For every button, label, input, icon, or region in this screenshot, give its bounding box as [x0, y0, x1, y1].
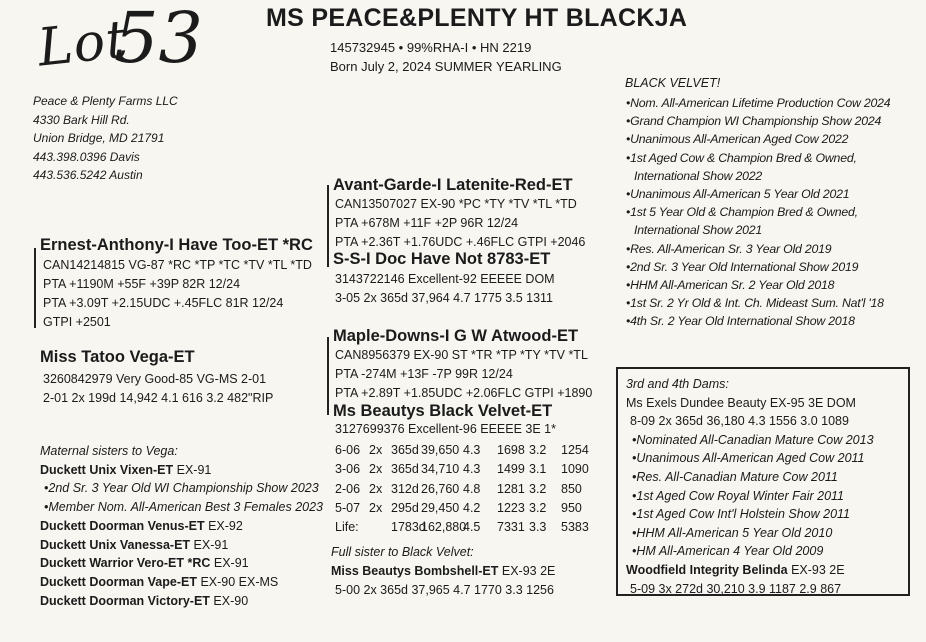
dam-dam-name: Ms Beautys Black Velvet-ET [333, 402, 553, 420]
record-cell: 365d [391, 443, 419, 457]
maternal-heading: Maternal sisters to Vega: [40, 444, 178, 458]
dam-sire-name: Maple-Downs-I G W Atwood-ET [333, 327, 579, 345]
record-cell: 3.3 [529, 520, 547, 535]
record-cell: 312d [391, 481, 419, 496]
record-cell: 2-06 [335, 481, 361, 496]
record-cell: 26,760 [421, 481, 460, 496]
record-cell: 3-06 [335, 462, 361, 477]
sire-sire-details: CAN13507027 EX-90 *PC *TY *TV *TL *TD PTA +678M +11F +2P 96R 12/24 PTA +2.36T +1.76UDC +.46FLC GTPI +2046 [335, 197, 586, 249]
record-cell: 3.1 [529, 462, 547, 477]
black-velvet-honors: •Nom. All-American Lifetime Production Cow 2024 •Grand Champion WI Championship Show 2024 •Unanimous All-American Aged Cow 2022 •1st Aged Cow & Champion Bred & Owned, International Show 2022 •Unanimous All-American 5 Year Old 2021 •1st 5 Year Old & Champion Bred & Owned, International Show 2021 •Res. All-American Sr. 3 Year Old 2019 •2nd Sr. 3 Year Old International Show 2019 •HHM All-American Sr. 2 Year Old 2018 •1st Sr. 2 Yr Old & Int. Ch. Mideast Sum. Nat'l '18 •4th Sr. 2 Year Old International Show 2018 [626, 96, 891, 329]
record-cell: 3.2 [529, 500, 547, 515]
farm-name: Peace & Plenty Farms LLC [33, 94, 178, 108]
record-cell: 4.8 [463, 481, 481, 496]
record-cell: 4.5 [463, 520, 481, 535]
sire-details: CAN14214815 VG-87 *RC *TP *TC *TV *TL *TD PTA +1190M +55F +39P 82R 12/24 PTA +3.09T +2.15UDC +.45FLC 81R 12/24 GTPI +2501 [43, 258, 312, 329]
record-cell: 162,880 [421, 520, 467, 535]
record-cell: 1499 [497, 462, 525, 477]
sire-sire-bracket [327, 185, 329, 267]
full-sister-heading: Full sister to Black Velvet: [331, 545, 474, 559]
record-cell: 7331 [497, 520, 525, 535]
record-cell: 1783d [391, 520, 426, 535]
maternal-sisters: Maternal sisters to Vega: Duckett Unix Vixen-ET EX-91 •2nd Sr. 3 Year Old WI Championship Show 2023 •Member Nom. All-American Best 3 Females 2023 Duckett Doorman Venus-ET EX-92 Duckett Unix Vanessa-ET EX-91 Duckett Warrior Vero-ET *RC EX-91 Duckett Doorman Vape-ET EX-90 EX-MS Duckett Doorman Victory-ET EX-90 [40, 444, 324, 608]
record-cell: 29,450 [421, 500, 460, 515]
record-cell: 3.2 [529, 481, 547, 496]
record-cell: 1281 [497, 481, 525, 496]
record-cell: 6-06 [335, 443, 361, 457]
dams-box-heading: 3rd and 4th Dams: [626, 377, 729, 391]
dam-sire-details: CAN8956379 EX-90 ST *TR *TP *TY *TV *TL PTA -274M +13F -7P 99R 12/24 PTA +2.89T +1.85UDC +2.06FLC GTPI +1890 [335, 348, 593, 400]
fourth-dam-record: 5-09 3x 272d 30,210 3.9 1187 2.9 867 [630, 581, 842, 596]
record-cell: 850 [561, 481, 582, 496]
sire-dam-details: 3143722146 Excellent-92 EEEEE DOM 3-05 2x 365d 37,964 4.7 1775 3.5 1311 [335, 272, 555, 305]
record-cell: 4.3 [463, 462, 481, 477]
dam-sire-bracket [327, 337, 329, 415]
sire-bracket [34, 248, 36, 328]
record-cell: 1223 [497, 500, 525, 515]
full-sister-line: Miss Beautys Bombshell-ET EX-93 2E [331, 564, 556, 578]
full-sister-record: 5-00 2x 365d 37,965 4.7 1770 3.3 1256 [335, 583, 554, 597]
dam-dam-registration: 3127699376 Excellent-96 EEEEE 3E 1* [335, 422, 556, 436]
farm-city: Union Bridge, MD 21791 [33, 131, 165, 145]
record-cell: 2x [369, 462, 383, 477]
third-dam-name: Ms Exels Dundee Beauty [626, 395, 767, 410]
dam-details: 3260842979 Very Good-85 VG-MS 2-01 2-01 2x 199d 14,942 4.1 616 3.2 482"RIP [43, 372, 274, 405]
record-cell: 3.2 [529, 443, 547, 457]
consignor-block [33, 92, 178, 185]
sire-name: Ernest-Anthony-I Have Too-ET *RC [40, 236, 313, 254]
record-cell: 4.2 [463, 500, 481, 515]
animal-title: MS PEACE&PLENTY HT BLACKJA [266, 4, 688, 32]
lot-label: Lot [35, 9, 131, 79]
record-cell: 950 [561, 500, 582, 515]
black-velvet-heading: BLACK VELVET! [625, 76, 721, 90]
registration-line: 145732945 • 99%RHA-I • HN 2219 [330, 40, 532, 55]
record-cell: 2x [369, 443, 383, 457]
farm-address: 4330 Bark Hill Rd. [33, 112, 130, 127]
farm-phone-davis: 443.398.0396 Davis [33, 149, 140, 164]
third-dam-record: 8-09 2x 365d 36,180 4.3 1556 3.0 1089 [630, 414, 849, 429]
sire-dam-name: S-S-I Doc Have Not 8783-ET [333, 250, 551, 268]
record-cell: 295d [391, 500, 419, 515]
farm-phone-austin: 443.536.5242 Austin [33, 168, 143, 182]
lot-number: 53 [114, 0, 204, 79]
record-cell: 5-07 [335, 500, 361, 515]
record-cell: 4.3 [463, 443, 481, 457]
record-cell: 2x [369, 481, 383, 496]
record-cell: 39,650 [421, 443, 460, 457]
record-cell: 365d [391, 462, 419, 477]
record-cell: 34,710 [421, 462, 460, 477]
record-cell: Life: [335, 520, 359, 535]
record-cell: 1254 [561, 443, 589, 457]
record-cell: 2x [369, 500, 383, 515]
record-cell: 1698 [497, 443, 525, 457]
dam-name: Miss Tatoo Vega-ET [40, 348, 195, 366]
third-fourth-dams-content: 3rd and 4th Dams: Ms Exels Dundee Beauty EX-95 3E DOM 8-09 2x 365d 36,180 4.3 1556 3.0 1089 •Nominated All-Canadian Mature Cow 2013 •Unanimous All-American Aged Cow 2011 •Res. All-Canadian Mature Cow 2011 •1st Aged Cow Royal Winter Fair 2011 •1st Aged Cow Int'l Holstein Show 2011 •HHM All-American 5 Year Old 2010 •HM All-American 4 Year Old 2009 Woodfield Integrity Belinda EX-93 2E 5-09 3x 272d 30,210 3.9 1187 2.9 867 [626, 375, 874, 598]
record-cell: 5383 [561, 520, 589, 535]
birth-line: Born July 2, 2024 SUMMER YEARLING [330, 59, 562, 74]
fourth-dam-name: Woodfield Integrity Belinda [626, 562, 788, 577]
sire-sire-name: Avant-Garde-I Latenite-Red-ET [333, 176, 573, 194]
record-cell: 1090 [561, 462, 589, 477]
